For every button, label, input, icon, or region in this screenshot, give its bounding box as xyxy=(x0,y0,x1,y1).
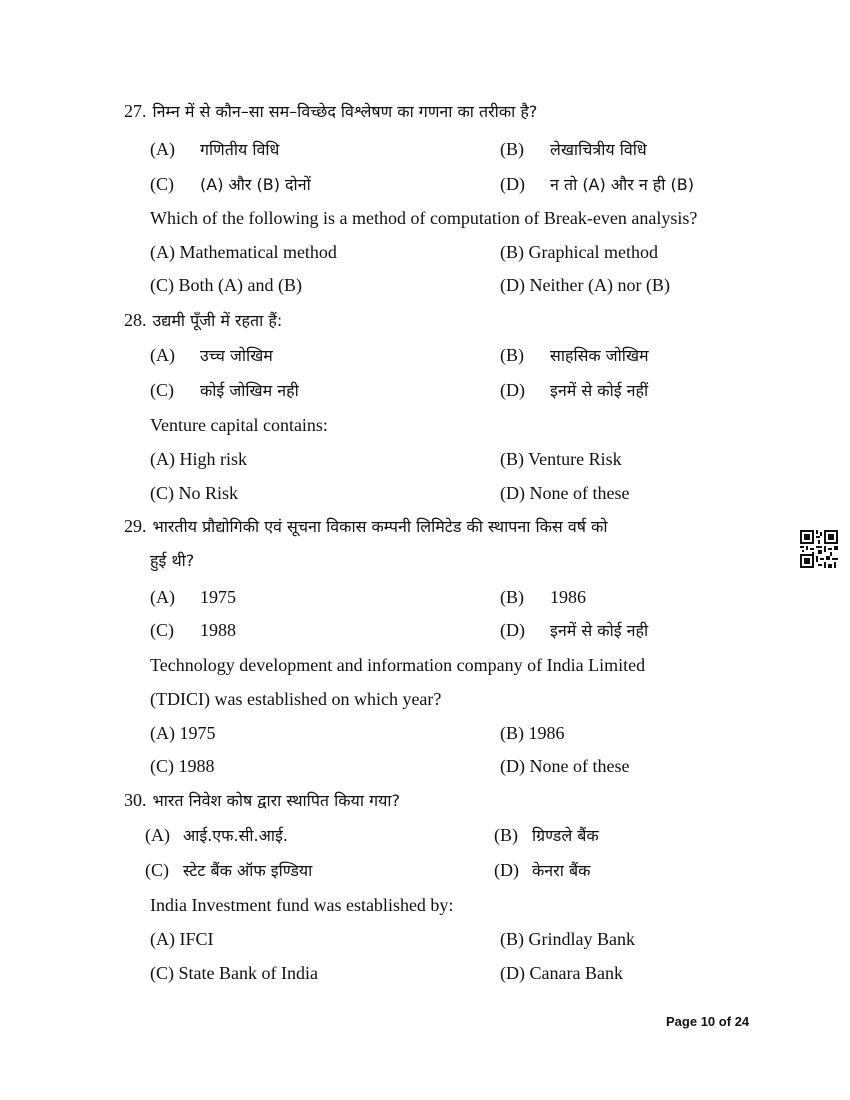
option-d-hindi: (D) न तो (A) और न ही (B) xyxy=(500,174,694,194)
option-d-hindi: (D) केनरा बैंक xyxy=(494,860,591,880)
question-30-hindi xyxy=(124,789,400,812)
option-c-hindi: (C) (A) और (B) दोनों xyxy=(150,174,311,194)
page-label: Page xyxy=(666,1014,698,1029)
question-number: 27. xyxy=(124,101,147,121)
option-c-hindi: (C) 1988 xyxy=(150,620,236,640)
option-d-english: (D) None of these xyxy=(500,483,630,503)
page-total: 24 xyxy=(734,1014,750,1029)
question-text: उद्यमी पूँजी में रहता हैं: xyxy=(152,311,283,330)
option-a-hindi: (A) 1975 xyxy=(150,587,236,607)
option-d-english: (D) Neither (A) nor (B) xyxy=(500,275,670,295)
option-c-hindi: (C) कोई जोखिम नही xyxy=(150,380,299,400)
option-b-english: (B) Grindlay Bank xyxy=(500,929,635,949)
question-text: भारत निवेश कोष द्वारा स्थापित किया गया? xyxy=(152,791,400,810)
option-b-hindi: (B) 1986 xyxy=(500,587,586,607)
question-27-english: Which of the following is a method of computation of Break-even analysis? xyxy=(150,208,698,228)
option-a-english: (A) Mathematical method xyxy=(150,242,337,262)
qr-code-icon xyxy=(800,530,838,568)
page-footer xyxy=(666,1014,749,1029)
question-30-english: India Investment fund was established by: xyxy=(150,895,454,915)
question-29-english: Technology development and information company of India Limited xyxy=(150,655,646,675)
question-29-english-cont: (TDICI) was established on which year? xyxy=(150,689,442,709)
question-29-hindi xyxy=(124,515,608,538)
option-b-hindi: (B) साहसिक जोखिम xyxy=(500,345,649,365)
question-27-hindi xyxy=(124,100,537,123)
option-d-hindi: (D) इनमें से कोई नहीं xyxy=(500,380,649,400)
page-of-label: of xyxy=(718,1014,732,1029)
option-a-english: (A) High risk xyxy=(150,449,247,469)
question-number: 29. xyxy=(124,516,147,536)
option-b-english: (B) Graphical method xyxy=(500,242,658,262)
option-d-english: (D) Canara Bank xyxy=(500,963,623,983)
question-28-english: Venture capital contains: xyxy=(150,415,328,435)
option-c-english: (C) No Risk xyxy=(150,483,239,503)
option-b-hindi: (B) लेखाचित्रीय विधि xyxy=(500,139,647,159)
option-a-hindi: (A) गणितीय विधि xyxy=(150,139,280,159)
option-b-english: (B) Venture Risk xyxy=(500,449,622,469)
option-d-english: (D) None of these xyxy=(500,756,630,776)
question-text: भारतीय प्रौद्योगिकी एवं सूचना विकास कम्पनी लिमिटेड की स्थापना किस वर्ष को xyxy=(152,517,608,536)
option-a-hindi: (A) उच्च जोखिम xyxy=(150,345,273,365)
option-c-english: (C) Both (A) and (B) xyxy=(150,275,302,295)
question-text: निम्न में से कौन–सा सम–विच्छेद विश्लेषण का गणना का तरीका है? xyxy=(152,102,538,121)
option-a-english: (A) 1975 xyxy=(150,723,216,743)
question-number: 28. xyxy=(124,310,147,330)
option-a-hindi: (A) आई.एफ.सी.आई. xyxy=(145,825,288,845)
option-c-english: (C) 1988 xyxy=(150,756,215,776)
option-a-english: (A) IFCI xyxy=(150,929,214,949)
page-current: 10 xyxy=(700,1014,716,1029)
question-29-hindi-cont: हुई थी? xyxy=(150,551,195,570)
option-c-hindi: (C) स्टेट बैंक ऑफ इण्डिया xyxy=(145,860,313,880)
option-d-hindi: (D) इनमें से कोई नही xyxy=(500,620,649,640)
option-b-hindi: (B) ग्रिण्डले बैंक xyxy=(494,825,599,845)
question-28-hindi xyxy=(124,309,282,332)
option-c-english: (C) State Bank of India xyxy=(150,963,318,983)
option-b-english: (B) 1986 xyxy=(500,723,565,743)
question-number: 30. xyxy=(124,790,147,810)
